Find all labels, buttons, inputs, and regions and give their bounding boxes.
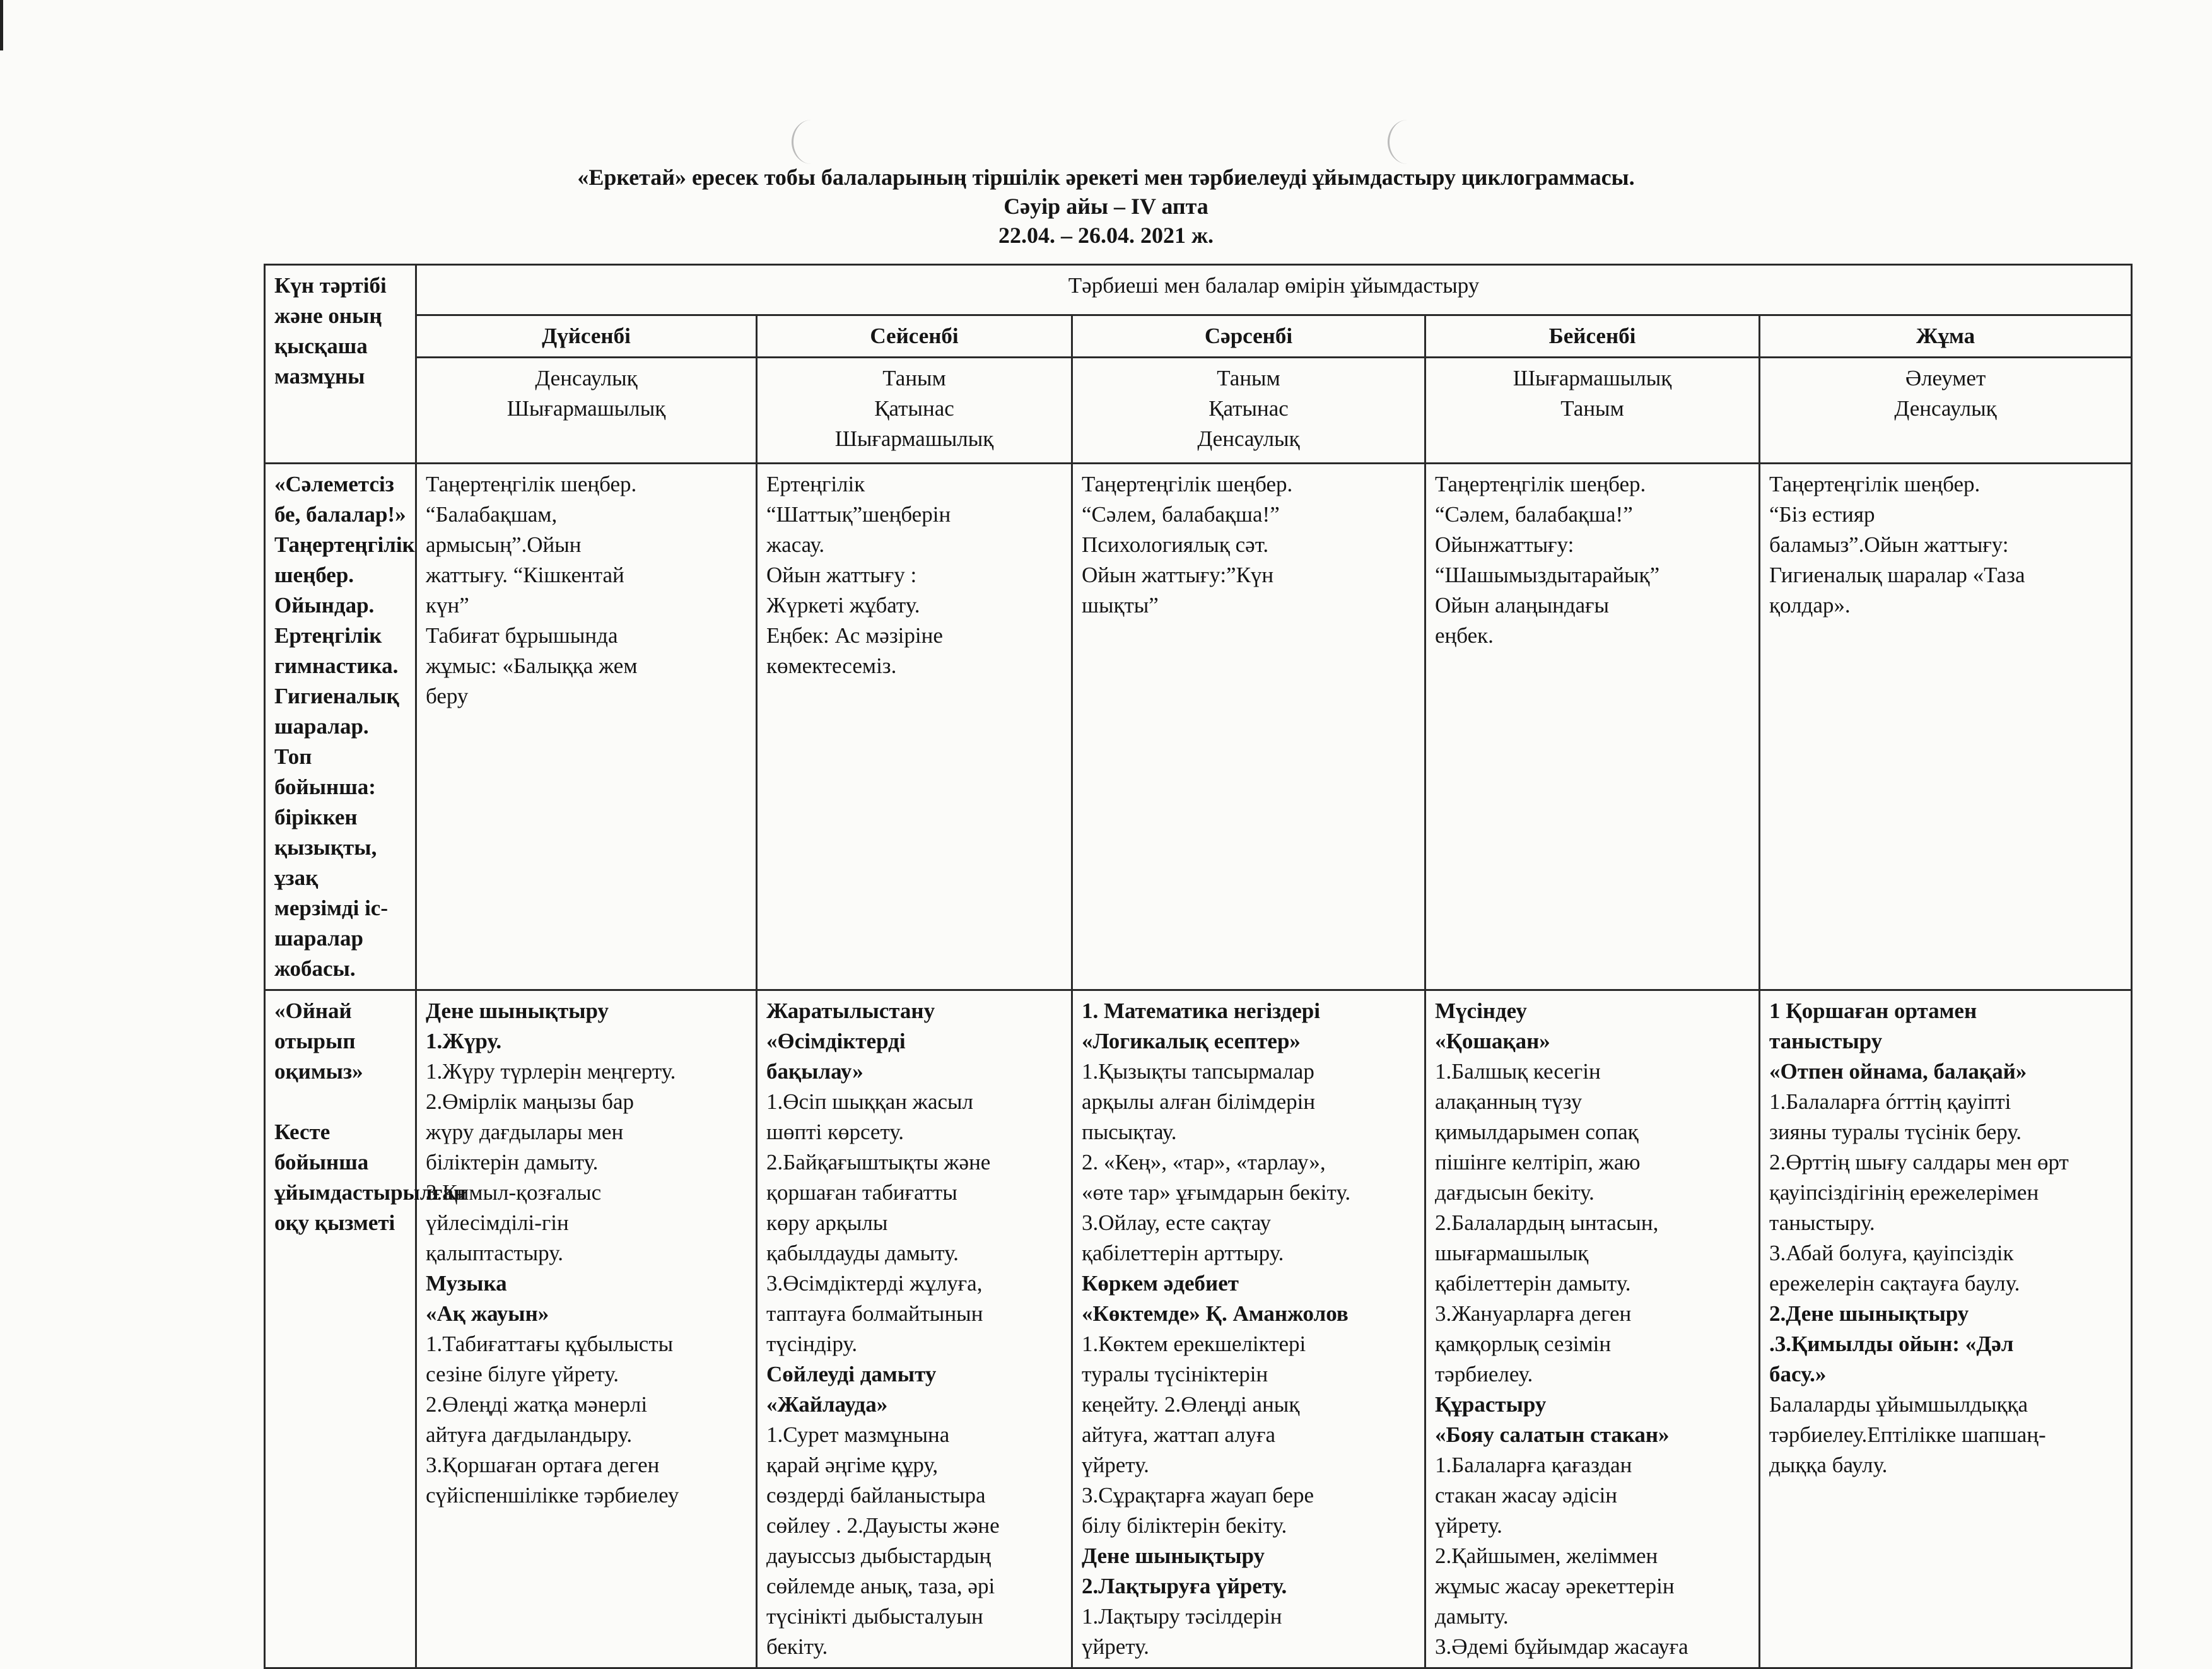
lesson-line: бекіту. [766,1634,828,1659]
lesson-line: үйрету. [1082,1453,1149,1477]
lesson-line: Құрастыру [1435,1392,1547,1417]
lesson-line: таптауға болмайтынын [766,1301,983,1326]
lesson-line: 1.Жүру. [426,1029,502,1053]
morning-cell-friday: Таңертеңгілік шеңбер. “Біз естияр баламыз”.Ойын жаттығу: Гигиеналық шаралар «Таза қолдар». [1760,464,2132,990]
lesson-line: 1.Сурет мазмұнына [766,1422,950,1447]
corner-header: Күн тәртібі және оның қысқаша мазмұны [265,265,416,464]
day-header-tuesday: Сейсенбі [757,315,1072,358]
lesson-line: 1.Жүру түрлерін меңгерту. [426,1059,676,1084]
lesson-line: алақанның түзу [1435,1089,1583,1114]
lesson-line: түсіндіру. [766,1332,858,1356]
lesson-line: стакан жасау әдісін [1435,1483,1618,1508]
lesson-line: Дене шынықтыру [426,998,609,1023]
lesson-line: «Жайлауда» [766,1392,888,1417]
lesson-line: 1. Математика негіздері [1082,998,1320,1023]
scan-artifact-arc [1388,120,1427,164]
scan-edge-mark [0,0,3,50]
lesson-line: шөпті көрсету. [766,1120,904,1144]
lesson-line: 2.Өрттің шығу салдары мен өрт [1769,1150,2069,1174]
lesson-line: қабілеттерін арттыру. [1082,1241,1284,1265]
lesson-line: 3.Абай болуға, қауіпсіздік [1769,1241,2014,1265]
lesson-line: 3.Ойлау, есте сақтау [1082,1210,1271,1235]
lesson-line: қауіпсіздігінің ережелерімен [1769,1180,2039,1205]
lesson-line: көру арқылы [766,1210,888,1235]
lesson-line: сезіне білуге үйрету. [426,1362,619,1386]
lesson-line: «өте тар» ұғымдарын бекіту. [1082,1180,1351,1205]
morning-cell-wednesday: Таңертеңгілік шеңбер. “Сәлем, балабақша!” Психологиялық сәт. Ойын жаттығу:”Күн шықты” [1072,464,1425,990]
lesson-line: жүру дағдылары мен [426,1120,624,1144]
lesson-line: қалыптастыру. [426,1241,563,1265]
lesson-line: 1.Балшық кесегін [1435,1059,1601,1084]
lesson-line: 3.Қимыл-қозғалыс [426,1180,602,1205]
lesson-line: Мүсіндеу [1435,998,1527,1023]
lesson-line: пысықтау. [1082,1120,1177,1144]
lesson-line: дамыту. [1435,1604,1509,1629]
lesson-line: «Қошақан» [1435,1029,1550,1053]
lesson-line: 2.Өлеңді жатқа мәнерлі [426,1392,648,1417]
lesson-line: «Логикалық есептер» [1082,1029,1301,1053]
lesson-line: сүйіспеншілікке тәрбиелеу [426,1483,679,1508]
lesson-line: Балаларды ұйымшылдыққа [1769,1392,2028,1417]
areas-friday: Әлеумет Денсаулық [1760,358,2132,464]
lesson-line: «Өсімдіктерді [766,1029,906,1053]
areas-monday: Денсаулық Шығармашылық [416,358,757,464]
lesson-line: 3.Әдемі бұйымдар жасауға [1435,1634,1688,1659]
lesson-line: біліктерін дамыту. [426,1150,599,1174]
lesson-line: қарай әңгіме құру, [766,1453,939,1477]
scan-artifact-arc [792,120,831,164]
lesson-line: қимылдарымен сопақ [1435,1120,1639,1144]
day-header-monday: Дүйсенбі [416,315,757,358]
row-label-morning: «Сәлеметсіз бе, балалар!» Таңертеңгілік шеңбер. Ойындар. Ертеңгілік гимнастика. Гигиеналық шаралар. Топ бойынша: біріккен қызықты, ұзақ мерзімді іс-шаралар жобасы. [265,464,416,990]
lesson-cell-friday [1760,990,2132,1668]
lesson-line: 3.Сұрақтарға жауап бере [1082,1483,1314,1508]
lesson-line: арқылы алған білімдерін [1082,1089,1316,1114]
lesson-line: «Көктемде» Қ. Аманжолов [1082,1301,1349,1326]
lesson-line: айтуға дағдыландыру. [426,1422,633,1447]
group-header: Тәрбиеші мен балалар өмірін ұйымдастыру [416,265,2132,315]
lesson-line: қоршаған табиғатты [766,1180,957,1205]
lesson-line: тәрбиелеу. [1435,1362,1533,1386]
lesson-line: «Бояу салатын стакан» [1435,1422,1670,1447]
lesson-line: ережелерін сақтауға баулу. [1769,1271,2020,1296]
lesson-cell-tuesday [757,990,1072,1668]
lesson-line: зияны туралы түсінік беру. [1769,1120,2022,1144]
lesson-line: Сөйлеуді дамыту [766,1362,937,1386]
lesson-line: «Отпен ойнама, балақай» [1769,1059,2027,1084]
lesson-line: Дене шынықтыру [1082,1543,1265,1568]
day-header-thursday: Бейсенбі [1425,315,1760,358]
lesson-line: 1.Балаларға қағаздан [1435,1453,1632,1477]
lesson-line: үйрету. [1435,1513,1502,1538]
lesson-line: 1.Өсіп шыққан жасыл [766,1089,973,1114]
lesson-line: таныстыру. [1769,1210,1875,1235]
document-subtitle-month: Сәуір айы – IV апта [1004,194,1208,219]
morning-cell-tuesday: Ертеңгілік “Шаттық”шеңберін жасау. Ойын жаттығу : Жүркеті жұбату. Еңбек: Ас мәзіріне көмектесеміз. [757,464,1072,990]
lesson-line: 1.Қызықты тапсырмалар [1082,1059,1314,1084]
lesson-line: 2.Лақтыруға үйрету. [1082,1574,1287,1598]
lesson-line: сөздерді байланыстыра [766,1483,986,1508]
lesson-line: 2.Өмірлік маңызы бар [426,1089,635,1114]
row-label-lessons-title: «Ойнай отырып оқимыз» [274,998,363,1084]
lesson-line: 2.Байқағыштықты және [766,1150,991,1174]
lesson-line: 1.Балаларға órттің қауіпті [1769,1089,2011,1114]
lesson-cell-monday [416,990,757,1668]
lesson-line: Көркем әдебиет [1082,1271,1239,1296]
lesson-line: 1 Қоршаған ортамен [1769,998,1977,1023]
lesson-line: Жаратылыстану [766,998,935,1023]
lesson-line: Музыка [426,1271,507,1296]
day-header-wednesday: Сәрсенбі [1072,315,1425,358]
areas-thursday: Шығармашылық Таным [1425,358,1760,464]
lesson-line: 1.Лақтыру тәсілдерін [1082,1604,1282,1629]
lesson-line: сөйлеу . 2.Дауысты және [766,1513,1000,1538]
lesson-line: кеңейту. 2.Өлеңді анық [1082,1392,1300,1417]
areas-wednesday: Таным Қатынас Денсаулық [1072,358,1425,464]
lesson-line: сөйлемде анық, таза, әрі [766,1574,995,1598]
lesson-line: 2.Дене шынықтыру [1769,1301,1969,1326]
lesson-line: 1.Көктем ерекшеліктері [1082,1332,1306,1356]
lesson-line: 3.Жануарларға деген [1435,1301,1632,1326]
lesson-line: 3.Қоршаған ортаға деген [426,1453,660,1477]
cyclogram-table [264,264,2133,1669]
lesson-line: айтуға, жаттап алуға [1082,1422,1276,1447]
lesson-line: 2. «Кең», «тар», «тарлау», [1082,1150,1326,1174]
lesson-cell-wednesday [1072,990,1425,1668]
lesson-line: таныстыру [1769,1029,1883,1053]
lesson-line: қабылдауды дамыту. [766,1241,959,1265]
row-label-lessons-sub: Кесте бойынша ұйымдастырылған оқу қызметі [274,1120,467,1235]
lesson-line: қабілеттерін дамыту. [1435,1271,1631,1296]
lesson-line: үйлесімділі-гін [426,1210,569,1235]
lesson-line: .3.Қимылды ойын: «Дәл [1769,1332,2014,1356]
lesson-line: 2.Қайшымен, желіммен [1435,1543,1658,1568]
document-subtitle-dates: 22.04. – 26.04. 2021 ж. [998,223,1214,248]
lesson-line: дағдысын бекіту. [1435,1180,1595,1205]
lesson-line: 1.Табиғаттағы құбылысты [426,1332,674,1356]
lesson-line: жұмыс жасау әрекеттерін [1435,1574,1675,1598]
lesson-line: 2.Балалардың ынтасын, [1435,1210,1659,1235]
lesson-line: дыққа баулу. [1769,1453,1888,1477]
lesson-line: үйрету. [1082,1634,1149,1659]
lesson-line: бақылау» [766,1059,863,1084]
lesson-line: туралы түсініктерін [1082,1362,1268,1386]
lesson-line: шығармашылық [1435,1241,1589,1265]
lesson-line: білу біліктерін бекіту. [1082,1513,1287,1538]
morning-cell-thursday: Таңертеңгілік шеңбер. “Сәлем, балабақша!” Ойынжаттығу: “Шашымыздытарайық” Ойын алаңындағы еңбек. [1425,464,1760,990]
lesson-line: қамқорлық сезімін [1435,1332,1612,1356]
lesson-line: басу.» [1769,1362,1827,1386]
document-title: «Еркетай» ересек тобы балаларының тіршілік әрекеті мен тәрбиелеуді ұйымдастыру циклограммасы. [577,165,1635,190]
lesson-line: «Ақ жауын» [426,1301,549,1326]
lesson-line: 3.Өсімдіктерді жұлуға, [766,1271,983,1296]
morning-cell-monday: Таңертеңгілік шеңбер. “Балабақшам, армысың”.Ойын жаттығу. “Кішкентай күн” Табиғат бұрышында жұмыс: «Балыққа жем беру [416,464,757,990]
lesson-line: дауыссыз дыбыстардың [766,1543,992,1568]
day-header-friday: Жұма [1760,315,2132,358]
lesson-line: пішінге келтіріп, жаю [1435,1150,1641,1174]
lesson-line: тәрбиелеу.Ептілікке шапшаң- [1769,1422,2046,1447]
lesson-line: түсінікті дыбысталуын [766,1604,983,1629]
lesson-cell-thursday [1425,990,1760,1668]
areas-tuesday: Таным Қатынас Шығармашылық [757,358,1072,464]
